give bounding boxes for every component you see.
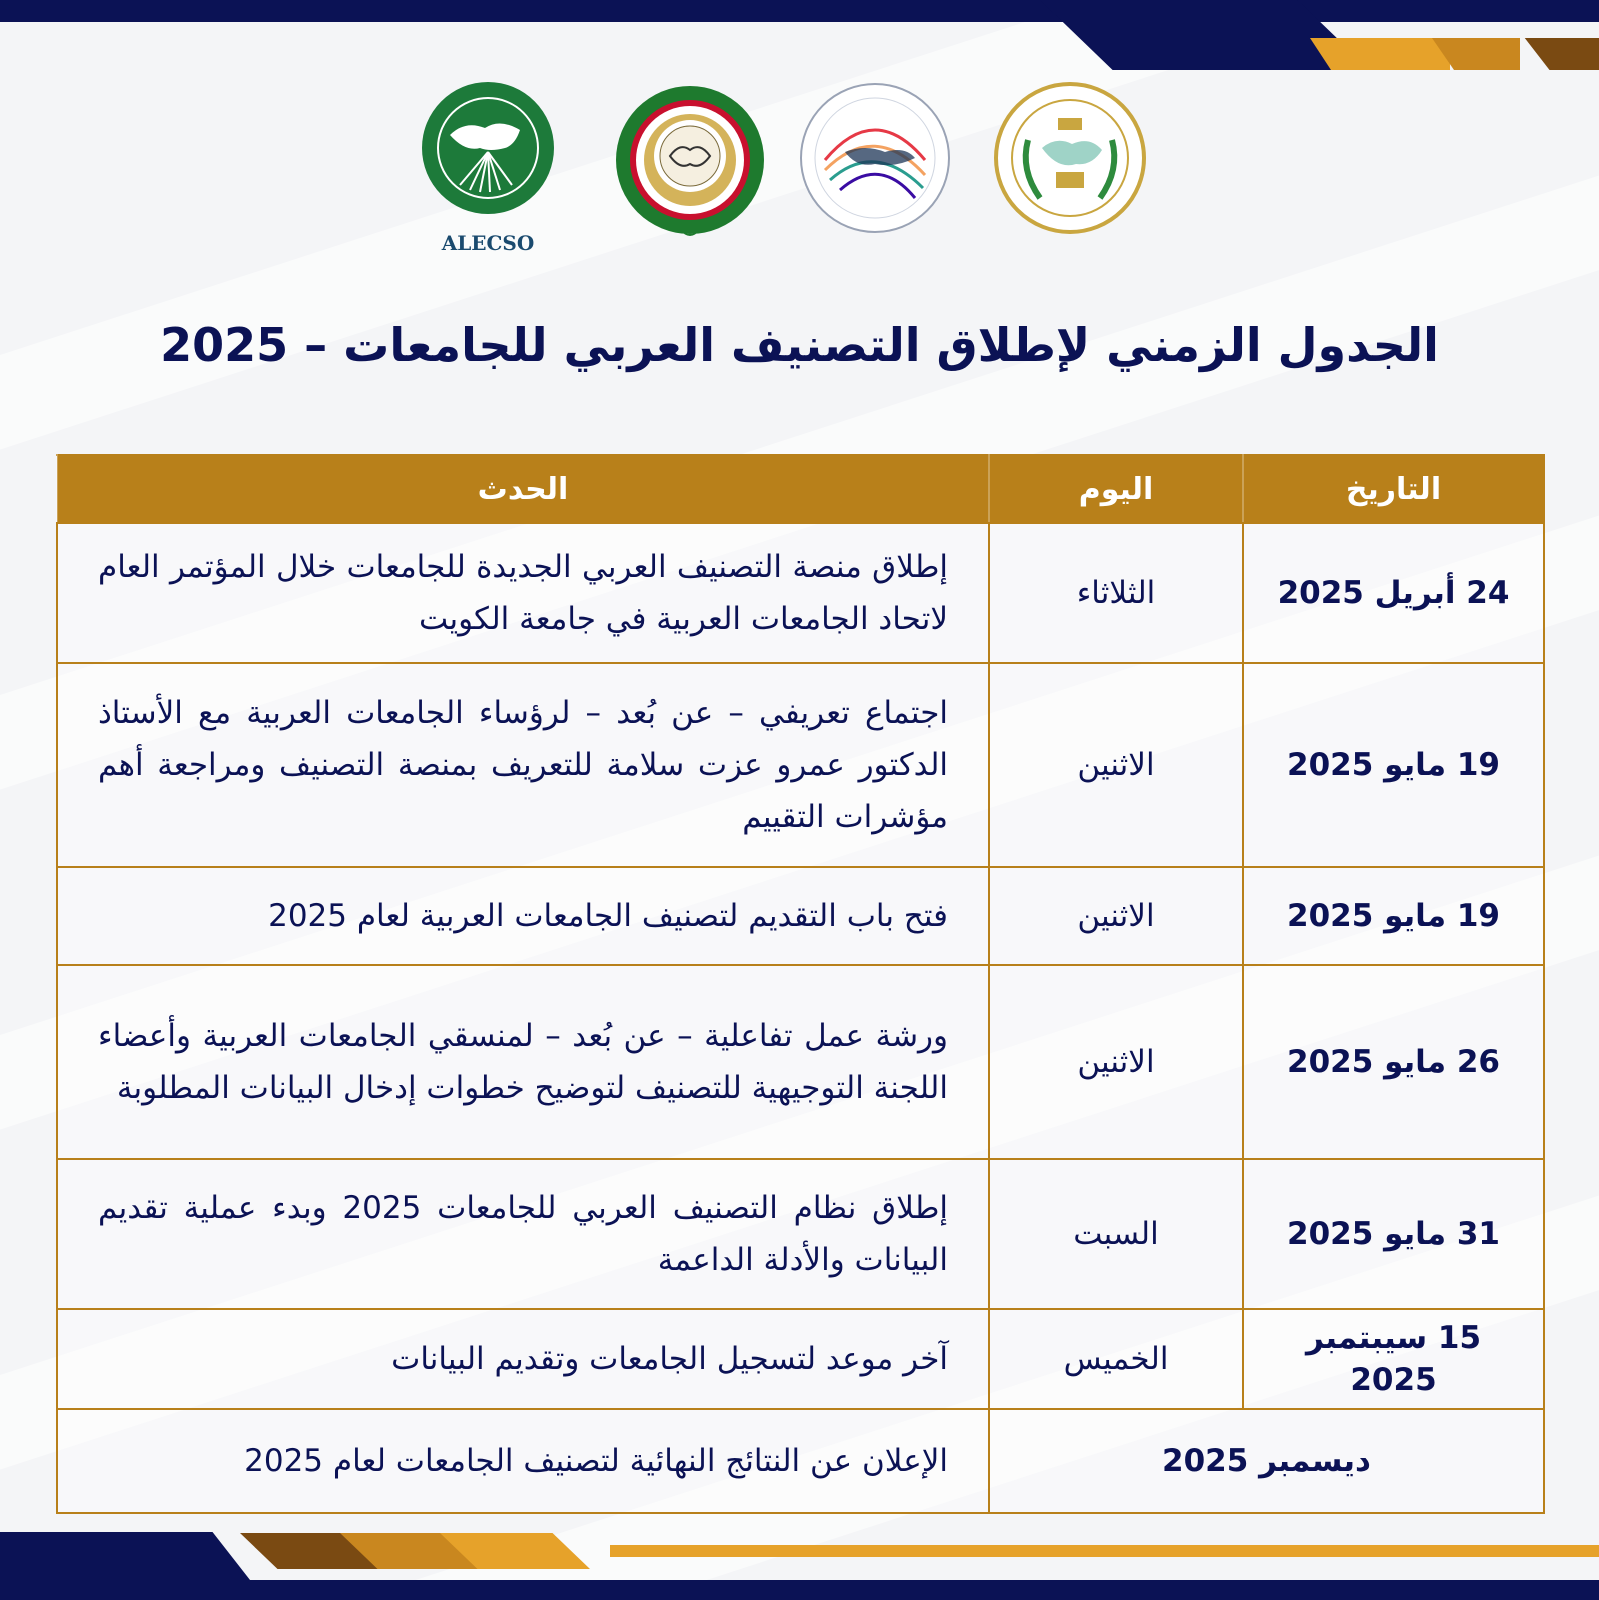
partner-logos <box>420 80 1180 270</box>
column-header-date: التاريخ <box>1243 455 1544 523</box>
row-date: 19 مايو 2025 <box>1243 867 1544 965</box>
row-date: 26 مايو 2025 <box>1243 965 1544 1159</box>
federation-arab-scientific-research-councils-logo <box>795 80 955 244</box>
row-day: الاثنين <box>989 867 1243 965</box>
row-event: اجتماع تعريفي – عن بُعد – لرؤساء الجامعات العربية مع الأستاذ الدكتور عمرو عزت سلامة للتعريف بمنصة التصنيف ومراجعة أهم مؤشرات التقييم <box>57 663 989 867</box>
top-gold-shape <box>1310 38 1450 70</box>
table-row <box>57 523 1544 663</box>
row-event: إطلاق نظام التصنيف العربي للجامعات 2025 وبدء عملية تقديم البيانات والأدلة الداعمة <box>57 1159 989 1309</box>
column-header-event: الحدث <box>57 455 989 523</box>
row-event: آخر موعد لتسجيل الجامعات وتقديم البيانات <box>57 1309 989 1409</box>
bottom-navy-shape <box>0 1532 250 1580</box>
association-of-arab-universities-logo <box>990 80 1150 244</box>
row-event: ورشة عمل تفاعلية – عن بُعد – لمنسقي الجامعات العربية وأعضاء اللجنة التوجيهية للتصنيف لتوضيح خطوات إدخال البيانات المطلوبة <box>57 965 989 1159</box>
top-navy-bar <box>0 0 1599 22</box>
bottom-navy-bar <box>0 1580 1599 1600</box>
arab-league-logo <box>610 80 770 254</box>
alecso-caption: ALECSO <box>441 231 535 255</box>
table-row <box>57 1159 1544 1309</box>
row-event: الإعلان عن النتائج النهائية لتصنيف الجامعات لعام 2025 <box>57 1409 989 1513</box>
row-event: إطلاق منصة التصنيف العربي الجديدة للجامعات خلال المؤتمر العام لاتحاد الجامعات العربية في جامعة الكويت <box>57 523 989 663</box>
table-row <box>57 867 1544 965</box>
alecso-logo <box>420 80 560 264</box>
table-row <box>57 1409 1544 1513</box>
row-date: ديسمبر 2025 <box>989 1409 1544 1513</box>
table-row <box>57 965 1544 1159</box>
row-date: 24 أبريل 2025 <box>1243 523 1544 663</box>
row-date: 19 مايو 2025 <box>1243 663 1544 867</box>
table-row <box>57 663 1544 867</box>
page-title: الجدول الزمني لإطلاق التصنيف العربي للجامعات – 2025 <box>160 318 1439 372</box>
schedule-table <box>56 454 1545 1514</box>
row-date: 15 سيبتمبر 2025 <box>1243 1309 1544 1409</box>
table-header-row <box>57 455 1544 523</box>
row-day: الاثنين <box>989 663 1243 867</box>
row-event: فتح باب التقديم لتصنيف الجامعات العربية لعام 2025 <box>57 867 989 965</box>
row-day: الاثنين <box>989 965 1243 1159</box>
column-header-day: اليوم <box>989 455 1243 523</box>
table-row <box>57 1309 1544 1409</box>
row-day: السبت <box>989 1159 1243 1309</box>
row-day: الخميس <box>989 1309 1243 1409</box>
row-day: الثلاثاء <box>989 523 1243 663</box>
bottom-gold-line <box>610 1545 1599 1557</box>
row-date: 31 مايو 2025 <box>1243 1159 1544 1309</box>
